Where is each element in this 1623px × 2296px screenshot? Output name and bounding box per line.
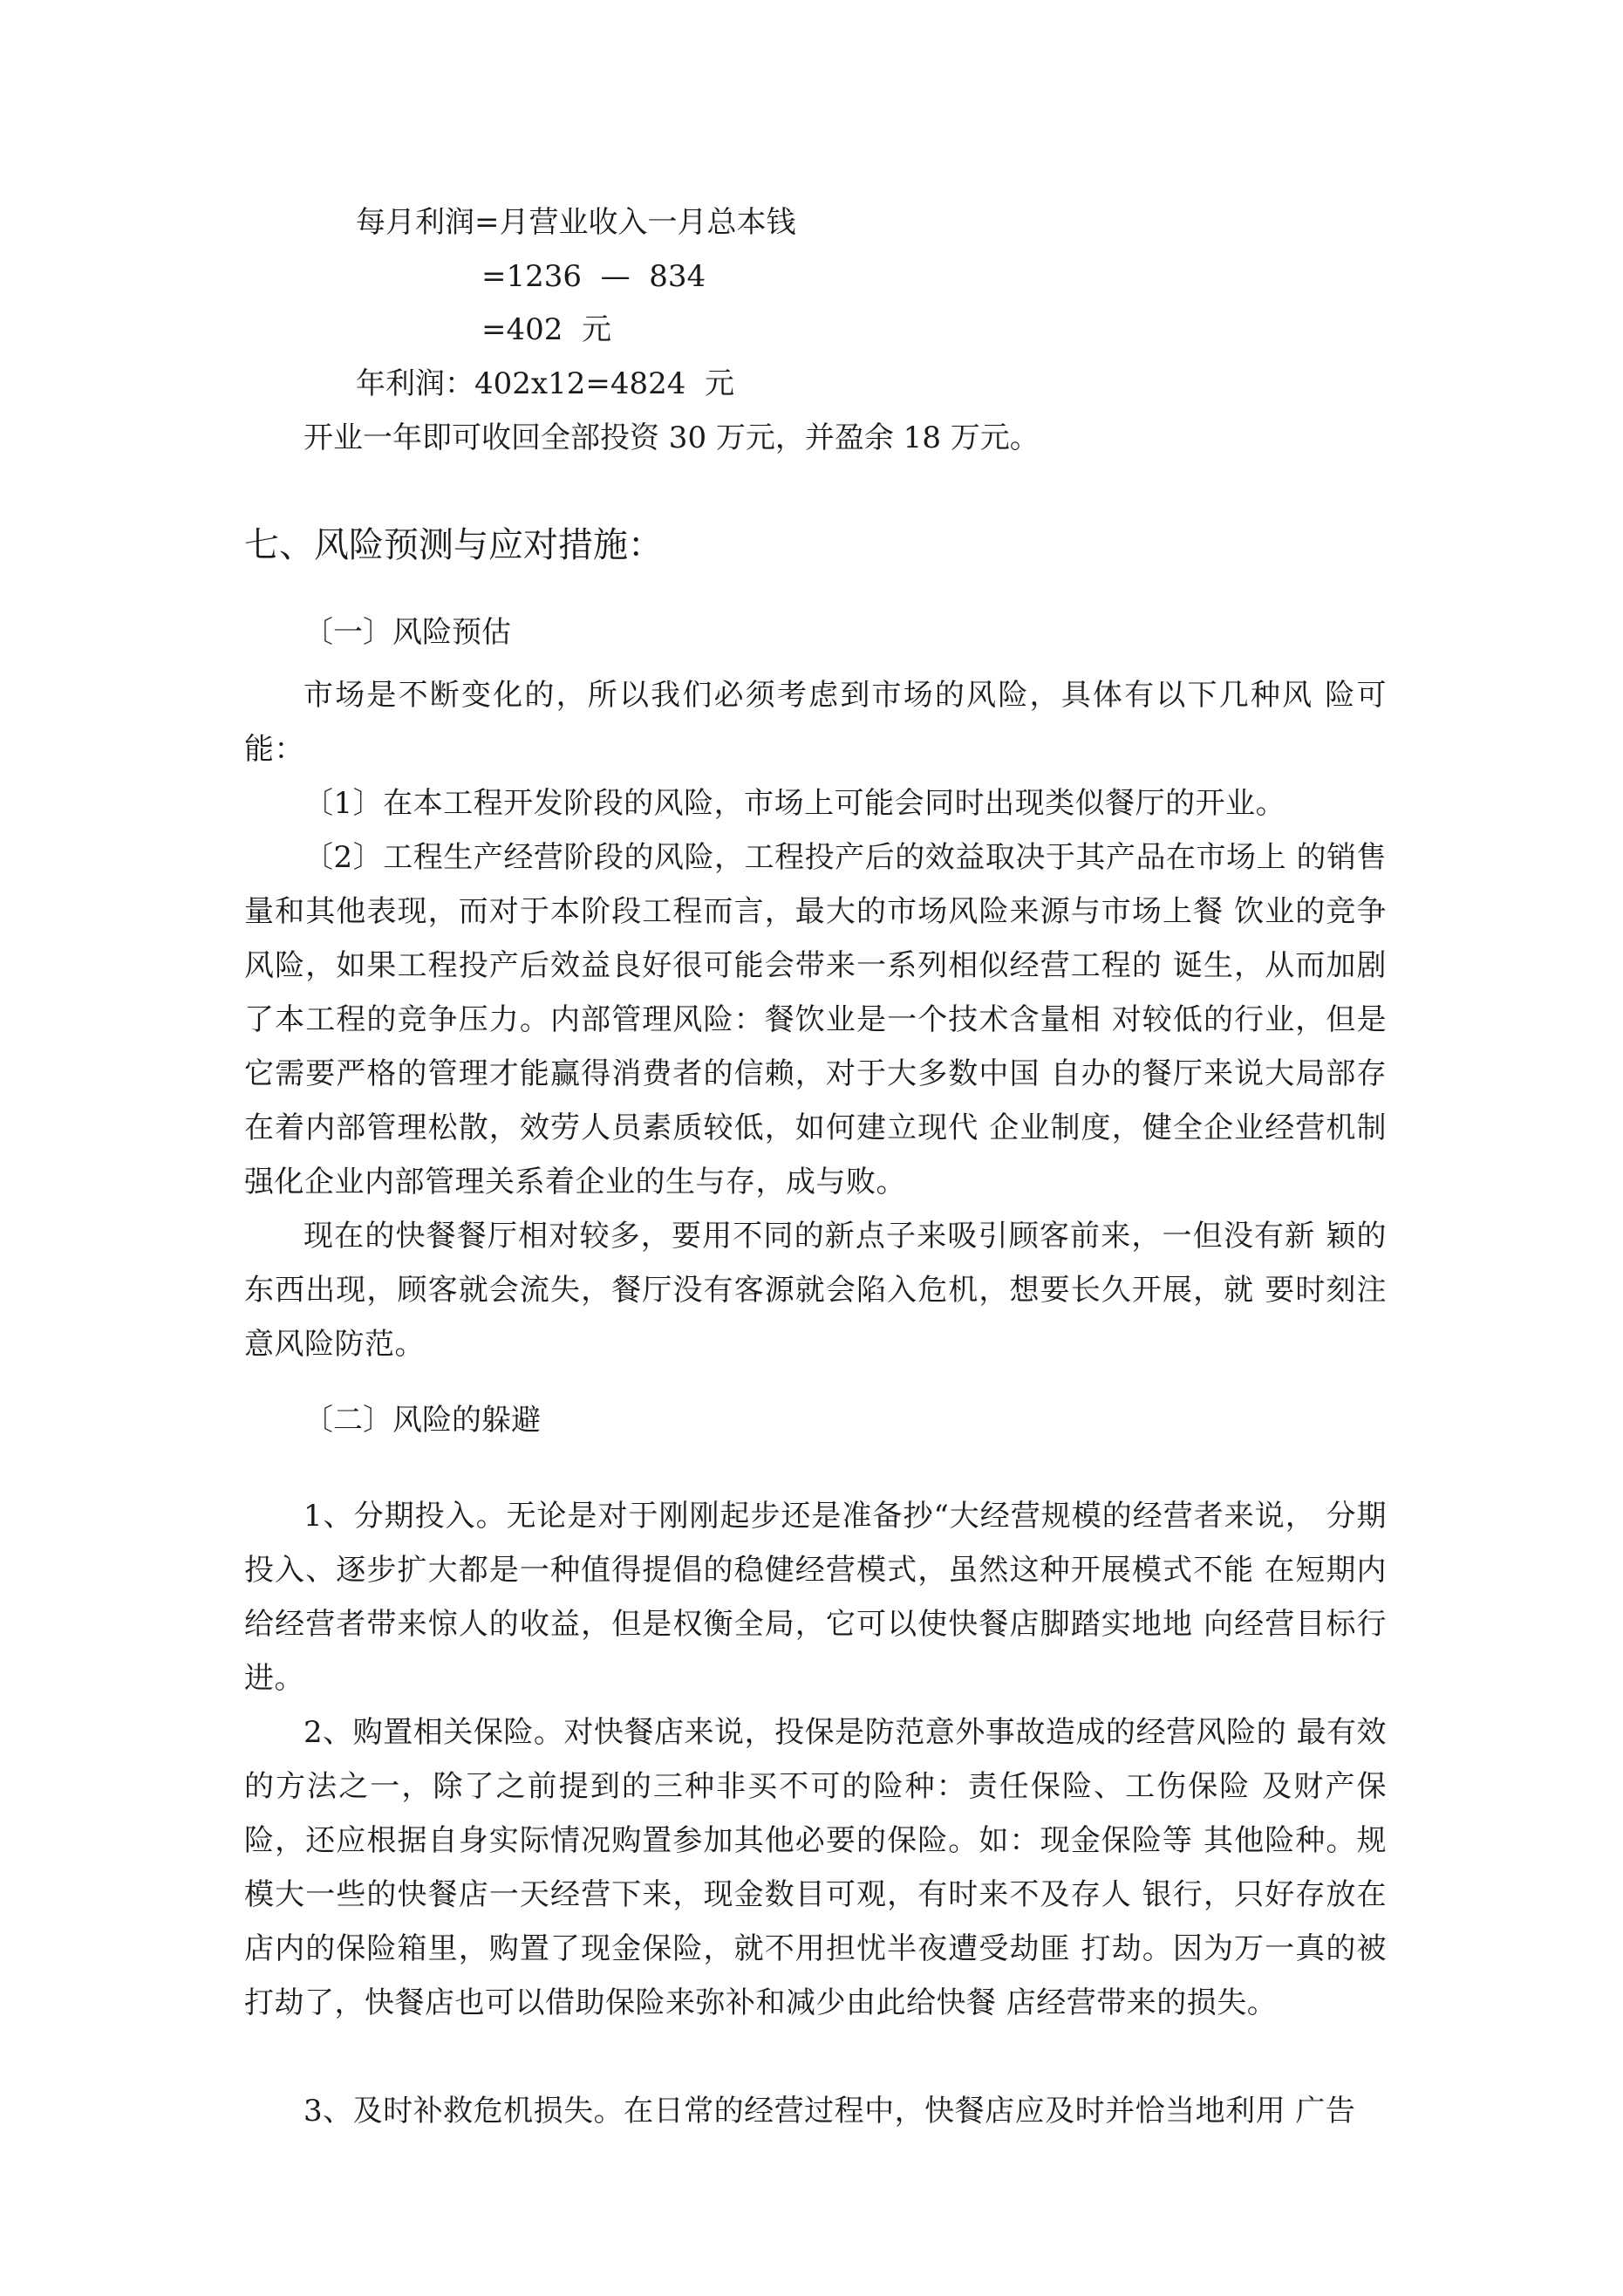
paragraph-avoidance-3: 3、及时补救危机损失。在日常的经营过程中，快餐店应及时并恰当地利用 广告 (303, 2094, 1356, 2129)
paragraph-risk-intro: 市场是不断变化的，所以我们必须考虑到市场的风险，具体有以下几种风 险可能： (244, 678, 1387, 767)
formula-line-subtraction: =1236 — 834 (481, 259, 706, 294)
formula-line-monthly-profit: 每月利润=月营业收入一月总本钱 (356, 205, 796, 240)
paragraph-risk-item-2: 〔2〕工程生产经营阶段的风险，工程投产后的效益取决于其产品在市场上 的销售量和其他表现，而对于本阶段工程而言，最大的市场风险来源与市场上餐 饮业的竞争风险，如果工程投产后效益良好很可能会带来一系列相似经营工程的 诞生，从而加剧了本工程的竞争压力。内部管理风险：餐饮业是一个技术含量相 对较低的行业，但是它需要严格的管理才能赢得消费者的信赖，对于大多数中国 自办的餐厅来说大局部存在着内部管理松散，效劳人员素质较低，如何建立现代 企业制度，健全企业经营机制强化企业内部管理关系着企业的生与存，成与败。 (244, 840, 1387, 1199)
section-heading: 七、风险预测与应对措施： (244, 525, 663, 565)
paragraph-risk-item-3: 现在的快餐餐厅相对较多，要用不同的新点子来吸引顾客前来，一但没有新 颖的东西出现，顾客就会流失，餐厅没有客源就会陷入危机，想要长久开展，就 要时刻注意风险防范。 (244, 1219, 1387, 1362)
formula-line-result: =402 元 (481, 312, 611, 347)
subsection-heading-risk-avoidance: 〔二〕风险的躲避 (303, 1403, 541, 1438)
paragraph-risk-item-1: 〔1〕在本工程开发阶段的风险，市场上可能会同时出现类似餐厅的开业。 (303, 786, 1286, 821)
paragraph-avoidance-1: 1、分期投入。无论是对于刚刚起步还是准备抄“大经营规模的经营者来说， 分期投入、逐步扩大都是一种值得提倡的稳健经营模式，虽然这种开展模式不能 在短期内给经营者带来惊人的收益，但是权衡全局，它可以使快餐店脚踏实地地 向经营目标行进。 (244, 1499, 1387, 1696)
summary-line: 开业一年即可收回全部投资 30 万元，并盈余 18 万元。 (303, 420, 1040, 455)
paragraph-avoidance-2: 2、购置相关保险。对快餐店来说，投保是防范意外事故造成的经营风险的 最有效的方法之一，除了之前提到的三种非买不可的险种：责任保险、工伤保险 及财产保险，还应根据自身实际情况购置参加其他必要的保险。如：现金保险等 其他险种。规模大一些的快餐店一天经营下来，现金数目可观，有时来不及存人 银行，只好存放在店内的保险箱里，购置了现金保险，就不用担忧半夜遭受劫匪 打劫。因为万一真的被打劫了，快餐店也可以借助保险来弥补和减少由此给快餐 店经营带来的损失。 (244, 1715, 1387, 2020)
formula-line-annual-profit: 年利润：402x12=4824 元 (356, 366, 734, 401)
subsection-heading-risk-estimate: 〔一〕风险预估 (303, 615, 511, 650)
